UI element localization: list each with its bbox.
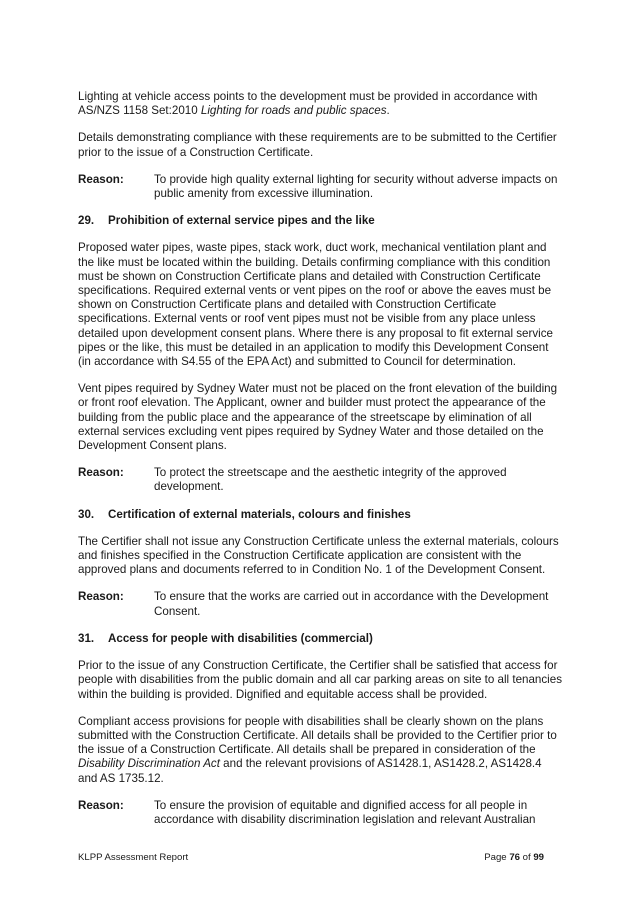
page-indicator: Page 76 of 99 (484, 852, 544, 863)
reason-label: Reason: (78, 466, 124, 480)
reason-text: To protect the streetscape and the aesthetic integrity of the approved development. (154, 466, 507, 494)
paragraph-text: Lighting at vehicle access points to the development must be provided in accordance with AS/NZS 1158 Set:2010 (78, 90, 538, 118)
act-title: Disability Discrimination Act (78, 757, 220, 771)
paragraph-text: . (386, 104, 390, 118)
paragraph-text: and the relevant provisions of AS1428.1, AS1428.2, AS1428.4 and AS 1735.12. (78, 757, 542, 785)
page-number: 76 (509, 852, 520, 863)
reason-text: To ensure the provision of equitable and dignified access for all people in accordance with disability discrimination legislation and relevant Australian (154, 798, 536, 826)
reason-block (78, 590, 563, 618)
report-name: KLPP Assessment Report (78, 852, 189, 863)
page-footer (78, 852, 544, 863)
section-heading-29 (78, 214, 563, 228)
reason-block (78, 799, 563, 827)
section-number: 30. (78, 507, 95, 521)
section-29-paragraph-1: Proposed water pipes, waste pipes, stack work, duct work, mechanical ventilation plant and the like must be located within the building. Details confirming compliance with this condition must be shown on Construction Certificate plans and detailed with Construction Certificate specifications. Required external vents or vent pipes on the roof or above the eaves must be shown on Construction Certificate plans and detailed with Construction Certificate specifications. External vents or roof vent pipes must not be visible from any place unless detailed upon development consent plans. Where there is any proposal to fit external service pipes or the like, this must be detailed in an application to modify this Development Consent (in accordance with S4.55 of the EPA Act) and submitted to Council for determination. (78, 241, 553, 369)
page-total: 99 (533, 852, 544, 863)
section-heading-30 (78, 508, 563, 522)
section-heading-31 (78, 632, 563, 646)
section-29-paragraph-2: Vent pipes required by Sydney Water must not be placed on the front elevation of the building or front roof elevation. The Applicant, owner and builder must protect the appearance of the building from the public place and the appearance of the streetscape by elimination of all external services excluding vent pipes required by Sydney Water and those detailed on the Development Consent plans. (78, 382, 558, 453)
section-31-paragraph-2 (78, 715, 563, 786)
page-content (78, 90, 563, 827)
reason-text: To provide high quality external lighting for security without adverse impacts on public amenity from excessive illumination. (154, 172, 558, 201)
paragraph-text: Compliant access provisions for people with disabilities shall be clearly shown on the plans submitted with the Construction Certificate. All details shall be provided to the Certifier prior to the issue of a Construction Certificate. All details shall be prepared in consideration of the (78, 714, 557, 757)
reason-block (78, 466, 563, 494)
section-30-paragraph-1: The Certifier shall not issue any Construction Certificate unless the external materials, colours and finishes specified in the Construction Certificate application are consistent with the approved plans and documents referred to in Condition No. 1 of the Development Consent. (78, 534, 559, 577)
section-number: 31. (78, 631, 95, 645)
section-31-paragraph-1: Prior to the issue of any Construction Certificate, the Certifier shall be satisfied that access for people with disabilities from the public domain and all car parking areas on site to all tenancies within the building is provided. Dignified and equitable access shall be provided. (78, 659, 562, 701)
section-number: 29. (78, 214, 95, 228)
compliance-paragraph: Details demonstrating compliance with these requirements are to be submitted to the Certifier prior to the issue of a Construction Certificate. (78, 131, 557, 159)
section-title: Certification of external materials, colours and finishes (108, 507, 411, 521)
reason-label: Reason: (78, 172, 124, 186)
lighting-paragraph (78, 90, 563, 118)
section-title: Prohibition of external service pipes and the like (108, 214, 375, 228)
reason-label: Reason: (78, 798, 124, 812)
reason-text: To ensure that the works are carried out in accordance with the Development Consent. (154, 590, 549, 618)
standard-title: Lighting for roads and public spaces (200, 104, 387, 118)
reason-block (78, 173, 563, 201)
reason-label: Reason: (78, 590, 124, 604)
section-title: Access for people with disabilities (commercial) (108, 631, 373, 645)
